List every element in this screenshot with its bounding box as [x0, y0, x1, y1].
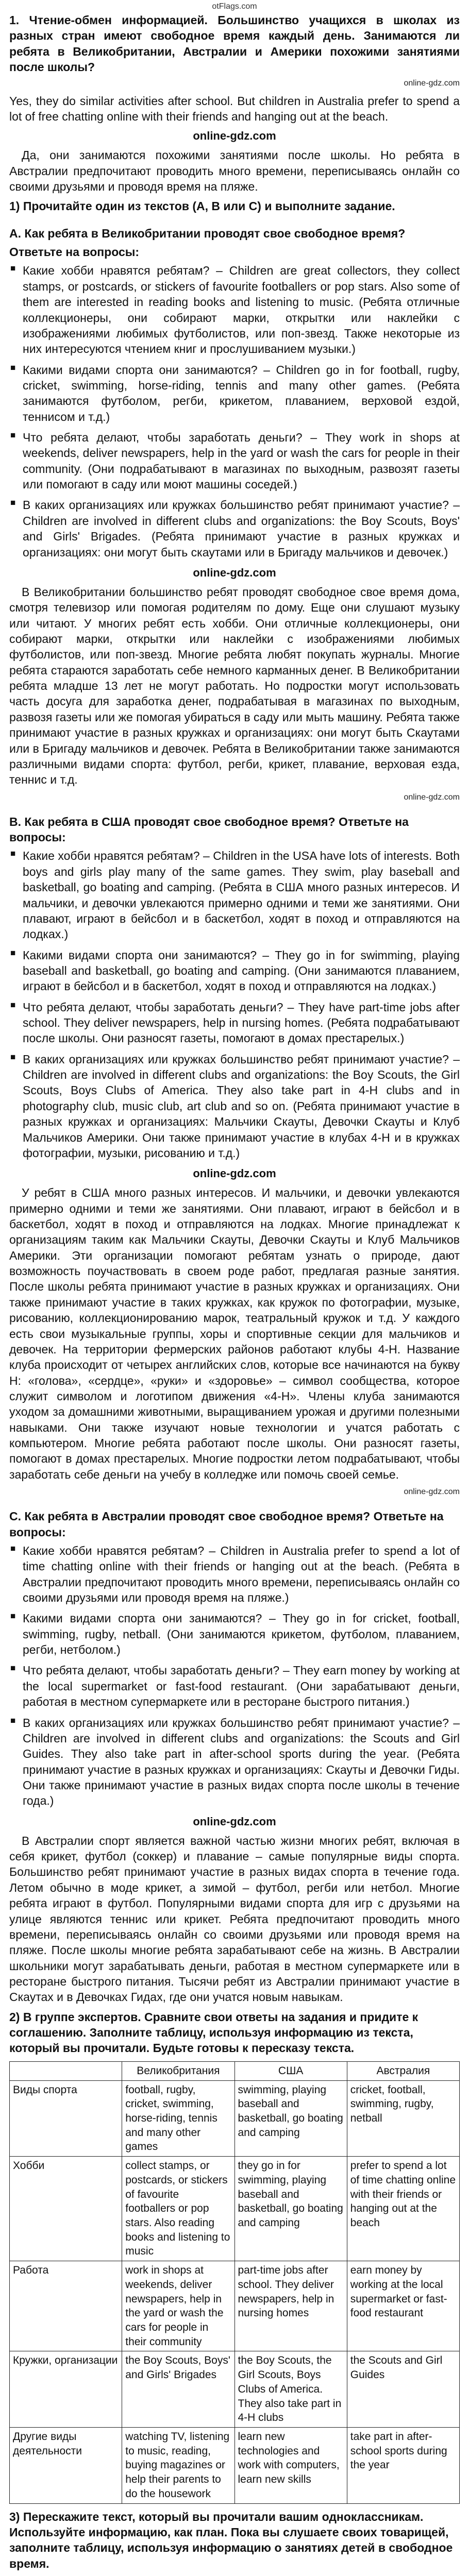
- qa-item: ■ В каких организациях или кружках большинство ребят принимают участие? – Children are involved in different clubs and organizations: the Boy Scouts, Boys' and Girls' Brigades. (Ребята принимают участие в разных кружках и организациях: они могут быть скаутами или в Бригаду мальчиков и девочек.): [9, 497, 460, 560]
- qa-item: ■ Какие хобби нравятся ребятам? – Children are great collectors, they collect stamps, or postcards, or stickers of favourite footballers or pop stars. Also some of them are interested in reading books and listening to music. (Ребята отличные коллекционеры, они собирают марки, открытки или наклейки с изображениями любимых футболистов, или поп-звезд. Также некоторые из них интересуются чтением книг и прослушиванием музыки.): [9, 263, 460, 357]
- qa-item: ■ В каких организациях или кружках большинство ребят принимают участие? – Children are involved in different clubs and organizations: the Scouts and Girl Guides. They also take part in after-school sports during the year. (Ребята принимают участие в разных кружках и организациях: Скауты и Девочки Гиды. Они также принимают участие в разных видах спорта после школы в течение года.): [9, 1715, 460, 1809]
- table-header-row: [10, 2061, 460, 2080]
- qa-item: ■ Какие хобби нравятся ребятам? – Children in Australia prefer to spend a lot of time chatting online with their friends or hanging out at the beach. (Ребята в Австралии предпочитают проводить много времени, переписываясь онлайн со своими друзьями или проводя время на пляже.): [9, 1543, 460, 1605]
- qa-item: ■ В каких организациях или кружках большинство ребят принимают участие? – Children are involved in different clubs and organizations: the Boy Scouts, the Girl Scouts, Boys Clubs of America. They also take part in 4-H clubs and in photography club, music club, art club and so on. (Ребята принимают участие в разных кружках и организациях: Мальчики Скауты, Девочки Скауты и Клуб Мальчиков Америки. Они также принимают участие в клубах 4-Н и в кружках фотографии, музыки, рисованию и т.д.): [9, 1052, 460, 1161]
- section-b-summary: У ребят в США много разных интересов. И мальчики, и девочки увлекаются примерно одними и теми же занятиями. Они плавают, играют в бейсбол и в баскетбол, ходят в поход и отправляются на лодках. Многие принадлежат к организациям таким как Мальчики Скауты, Девочки Скауты и Клуб Мальчиков Америки. Эти организации помогают ребятам узнать о природе, дают возможность поучаствовать в своем роде работ, предлагая разные занятия. После школы ребята принимают участие в разных кружках и организациях. Они также принимают участие в таких кружках, как кружок по фотографии, музыке, рисованию, коллекционированию марок, театральный кружок и т.д. У каждого есть свои музыкальные группы, хоры и спортивные секции для мальчиков и девочек. На территории фермерских районов работают клубы 4-Н. Название клуба происходит от четырех английских слов, которые все начинаются на букву Н: «голова», «сердце», «руки» и «здоровье» – символ сообщества, которое служит символом и логотипом движения «4-Н». Члены клуба занимаются уходом за домашними животными, выращиванием урожая и другими полезными навыками. Они также изучают новые технологии и учатся работать с компьютером. Многие ребята работают после школы. Они разносят газеты, помогают в домах престарелых. Многие подростки летом подрабатывают, чтобы заработать себе деньги на учебу в колледже или помочь своей семье.: [9, 1186, 460, 1481]
- table-cell: swimming, playing baseball and basketball, go boating and camping: [234, 2080, 347, 2157]
- task-3-title: 3) Перескажите текст, который вы прочитали вашим одноклассникам. Используйте информацию, как план. Пока вы слушаете своих товарищей, заполните таблицу, используя информацию о занятиях детей в свободное время.: [9, 2510, 453, 2570]
- section-c-qa-list: [9, 1543, 460, 1809]
- qa-item: ■ Что ребята делают, чтобы заработать деньги? – They have part-time jobs after school. They deliver newspapers, help in nursing homes. (Ребята подрабатывают после школы. Они разносят газеты, помогают в домах престарелых.): [9, 999, 460, 1046]
- section-c-title: С. Как ребята в Австралии проводят свое свободное время? Ответьте на вопросы:: [9, 1510, 444, 1539]
- task-1-intro-ru: Да, они занимаются похожими занятиями после школы. Но ребята в Австралии предпочитают проводить много времени, переписываясь онлайн со своими друзьями и проводя время на пляже.: [9, 148, 460, 194]
- section-a-subtitle: Ответьте на вопросы:: [9, 245, 140, 259]
- watermark: online-gdz.com: [193, 1167, 276, 1180]
- section-a-title: А. Как ребята в Великобритании проводят свое свободное время?: [9, 226, 406, 240]
- table-row: [10, 2428, 460, 2504]
- table-cell: watching TV, listening to music, reading, buying magazines or help their parents to do the housework: [122, 2428, 234, 2504]
- table-cell: Работа: [10, 2261, 122, 2351]
- section-b-qa-list: [9, 848, 460, 1161]
- section-a-summary: В Великобритании большинство ребят проводят свободное свое время дома, смотря телевизор или помогая родителям по дому. Еще они слушают музыку или читают. У многих ребят есть хобби. Они отличные коллекционеры, они собирают марки, открытки или наклейки с изображениями любимых футболистов, или поп-звезд. Многие ребята любят покупать журналы. Многие ребята стараются заработать себе немного карманных денег. В Великобритании ребята младше 13 лет не могут работать. Но подростки могут использовать часть досуга для заработка денег, подрабатывая в магазинах по выходным, развозя газеты или же помогая убираться в саду или мыть машину. Ребята также принимают участие в разных кружках и организациях: они могут быть Скаутами или в Бригаду мальчиков и девочек. Ребята в Великобритании также занимаются различными видами спорта: футбол, регби, крикет, плавание, верховая езда, теннис и т.д.: [9, 585, 460, 787]
- qa-item: ■ Что ребята делают, чтобы заработать деньги? – They work in shops at weekends, deliver newspapers, help in the yard or wash the cars for people in their community. (Они подрабатывают в магазинах по выходным, развозят газеты или помогают в саду или моют машины соседей.): [9, 430, 460, 492]
- table-header-cell: Великобритания: [122, 2061, 234, 2080]
- table-cell: the Boy Scouts, Boys' and Girls' Brigades: [122, 2351, 234, 2428]
- table-cell: Виды спорта: [10, 2080, 122, 2157]
- table-cell: learn new technologies and work with computers, learn new skills: [234, 2428, 347, 2504]
- site-url: otFlags.com: [212, 2, 257, 11]
- task-1-instruction: 1) Прочитайте один из текстов (A, B или C) и выполните задание.: [9, 199, 395, 213]
- table-header-cell: Австралия: [347, 2061, 459, 2080]
- qa-item: ■ Какие хобби нравятся ребятам? – Children in the USA have lots of interests. Both boys and girls play many of the same games. They swim, play baseball and basketball, go boating and camping. (Ребята в США много разных интересов. И мальчики, и девочки увлекаются примерно одними и теми же занятиями. Они плавают, играют в бейсбол и в баскетбол, ходят в поход и отправляются на лодках.): [9, 848, 460, 942]
- table-cell: part-time jobs after school. They deliver newspapers, help in nursing homes: [234, 2261, 347, 2351]
- table-cell: the Boy Scouts, the Girl Scouts, Boys Clubs of America. They also take part in 4-H clubs: [234, 2351, 347, 2428]
- table-cell: collect stamps, or postcards, or stickers of favourite footballers or pop stars. Also reading books and listening to music: [122, 2157, 234, 2261]
- watermark: online-gdz.com: [404, 792, 460, 802]
- watermark: online-gdz.com: [193, 566, 276, 579]
- table-row: [10, 2351, 460, 2428]
- table-cell: earn money by working at the local supermarket or fast-food restaurant: [347, 2261, 459, 2351]
- table-header-cell: США: [234, 2061, 347, 2080]
- task-1-intro: Yes, they do similar activities after school. But children in Australia prefer to spend a lot of free chatting online with their friends and hanging out at the beach.: [9, 94, 460, 123]
- comparison-table: [9, 2061, 460, 2504]
- table-row: [10, 2157, 460, 2261]
- watermark: online-gdz.com: [193, 129, 276, 143]
- table-cell: Кружки, организации: [10, 2351, 122, 2428]
- table-row: [10, 2080, 460, 2157]
- table-cell: prefer to spend a lot of time chatting online with their friends or hanging out at the beach: [347, 2157, 459, 2261]
- table-cell: they go in for swimming, playing baseball and basketball, go boating and camping: [234, 2157, 347, 2261]
- watermark: online-gdz.com: [404, 1487, 460, 1497]
- qa-item: ■ Какими видами спорта они занимаются? – They go in for cricket, football, swimming, rugby, netball. (Они занимаются крикетом, футболом, плаванием, регби, нетболом.): [9, 1611, 460, 1657]
- table-cell: take part in after-school sports during the year: [347, 2428, 459, 2504]
- task-2-title: 2) В группе экспертов. Сравните свои ответы на задания и придите к соглашению. Заполните таблицу, используя информацию из текста, который вы прочитали. Будьте готовы к пересказу текста.: [9, 2010, 418, 2055]
- table-cell: the Scouts and Girl Guides: [347, 2351, 459, 2428]
- task-1-title: 1. Чтение-обмен информацией. Большинство учащихся в школах из разных стран имеют свободное время каждый день. Занимаются ли ребята в Великобритании, Австралии и Америки похожими занятиями после школы?: [9, 13, 460, 74]
- table-cell: Другие виды деятельности: [10, 2428, 122, 2504]
- qa-item: ■ Какими видами спорта они занимаются? – They go in for swimming, playing baseball and basketball, go boating and camping. (Они занимаются плаванием, играют в бейсбол и в баскетбол, ходят в поход и отправляются на лодках.): [9, 947, 460, 994]
- section-c-summary: В Австралии спорт является важной частью жизни многих ребят, включая в себя крикет, футбол (соккер) и плавание – самые популярные виды спорта. Большинство ребят принимают участие в разных видах спорта в течение года. Летом обычно в моде крикет, а зимой – футбол, регби или нетбол. Многие ребята играют в футбол. Популярными видами спорта для игр с друзьями на улице являются теннис или крикет. Ребята предпочитают проводить много времени, переписываясь онлайн со своими друзьями или проводя время на пляже. После школы многие ребята зарабатывают себе на жизнь. В Австралии школьники могут зарабатывать деньги, работая в местном супермаркете или в ресторане быстрого питания. Тысячи ребят из Австралии принимают участие в Скаутах и в Девочках Гидах, где они учатся новым навыкам.: [9, 1834, 460, 2004]
- section-b-title: В. Как ребята в США проводят свое свободное время? Ответьте на вопросы:: [9, 815, 409, 844]
- table-cell: work in shops at weekends, deliver newspapers, help in the yard or wash the cars for people in their community: [122, 2261, 234, 2351]
- watermark: online-gdz.com: [193, 1815, 276, 1828]
- table-cell: Хобби: [10, 2157, 122, 2261]
- table-cell: cricket, football, swimming, rugby, netball: [347, 2080, 459, 2157]
- qa-item: ■ Что ребята делают, чтобы заработать деньги? – They earn money by working at the local supermarket or fast-food restaurant. (Они зарабатывают деньги, работая в местном супермаркете или в ресторане быстрого питания.): [9, 1663, 460, 1709]
- watermark: online-gdz.com: [404, 79, 460, 88]
- section-a-qa-list: [9, 263, 460, 560]
- table-row: [10, 2261, 460, 2351]
- qa-item: ■ Какими видами спорта они занимаются? – Children go in for football, rugby, cricket, swimming, horse-riding, tennis and many other games. (Ребята занимаются футболом, регби, крикетом, плаванием, верховой ездой, теннисом и т.д.): [9, 362, 460, 425]
- table-header-cell: [10, 2061, 122, 2080]
- table-cell: football, rugby, cricket, swimming, horse-riding, tennis and many other games: [122, 2080, 234, 2157]
